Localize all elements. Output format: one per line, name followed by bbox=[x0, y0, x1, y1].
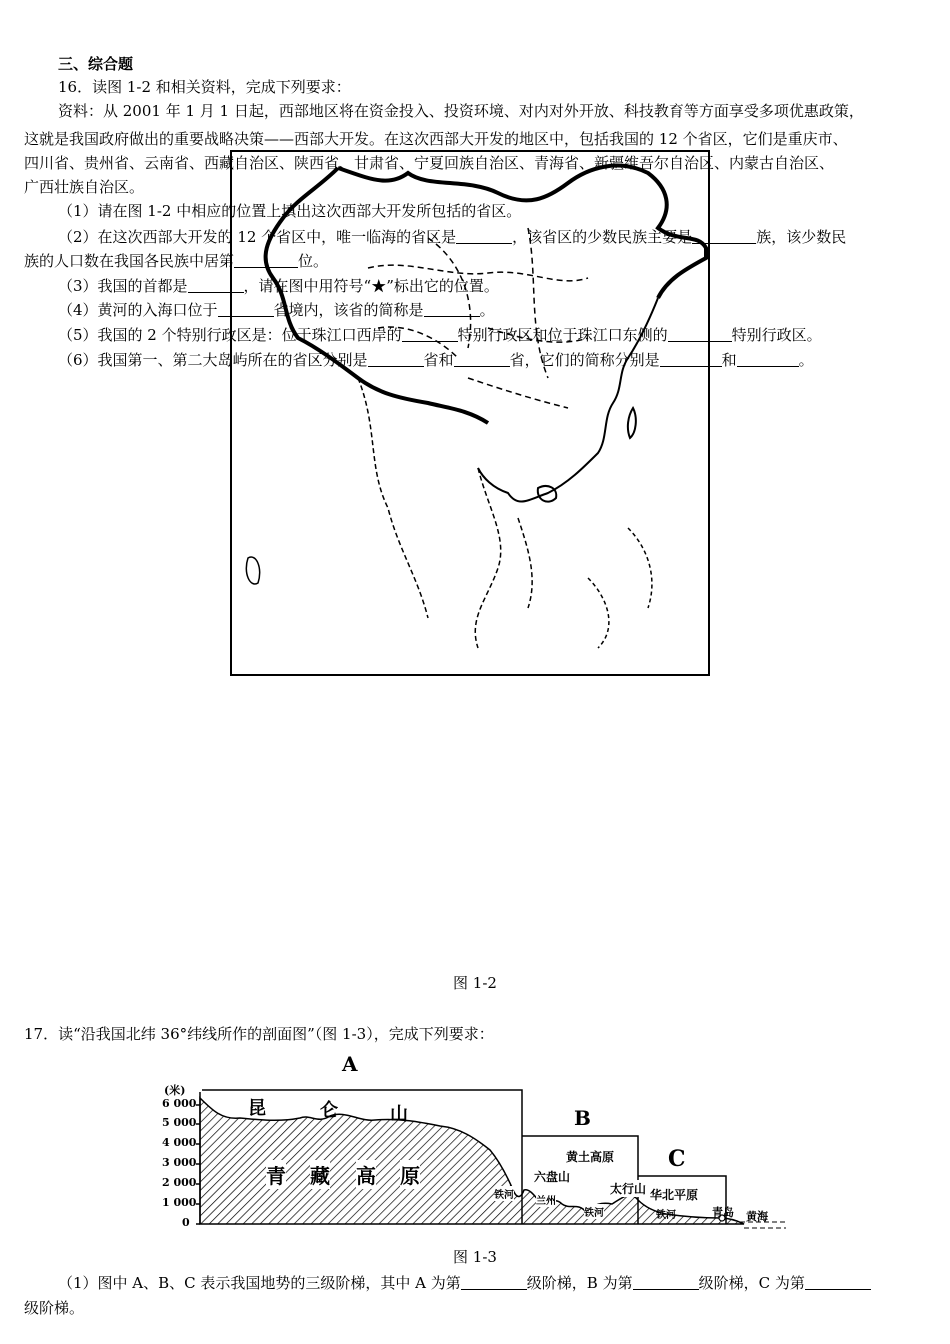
step-a-label: A bbox=[342, 1052, 358, 1076]
section-title: 三、综合题 bbox=[58, 55, 134, 73]
q16-sub2-cont bbox=[24, 251, 328, 271]
answer-blank[interactable] bbox=[633, 1275, 699, 1290]
answer-blank[interactable] bbox=[188, 278, 244, 293]
q16-sub3-text-b: ，请在图中用符号“★”标出它的位置。 bbox=[243, 277, 499, 295]
answer-blank[interactable] bbox=[454, 352, 510, 367]
q17-sub1-text-c: 级阶梯，C 为第 bbox=[698, 1274, 805, 1292]
q16-sub4-text-c: 。 bbox=[479, 301, 495, 319]
q16-sub6-text-d: 和 bbox=[721, 351, 737, 369]
kunlun-char: 山 bbox=[390, 1104, 408, 1125]
q16-sub1: （1）请在图 1-2 中相应的位置上填出这次西部大开发所包括的省区。 bbox=[58, 202, 522, 220]
huabei-plain-label: 华北平原 bbox=[650, 1188, 699, 1202]
liupan-mountain-label: 六盘山 bbox=[534, 1170, 571, 1184]
q16-sub2-text-d: 族的人口数在我国各民族中居第 bbox=[24, 252, 235, 270]
q16-sub6-text-e: 。 bbox=[798, 351, 814, 369]
answer-blank[interactable] bbox=[805, 1275, 871, 1290]
q16-sub5-text-c: 特别行政区。 bbox=[731, 326, 822, 344]
figure-1-3-caption: 图 1-3 bbox=[453, 1248, 497, 1266]
qingdao-label: 青岛 bbox=[712, 1206, 734, 1219]
city-label: 铁河 bbox=[656, 1210, 676, 1221]
y-tick-label: 4 000 bbox=[162, 1136, 197, 1149]
kunlun-char: 仑 bbox=[320, 1100, 338, 1121]
profile-unit-label: (米) bbox=[164, 1084, 186, 1097]
answer-blank[interactable] bbox=[692, 229, 756, 244]
q16-sub4 bbox=[58, 300, 495, 320]
q16-sub2-text-a: （2）在这次西部大开发的 12 个省区中，唯一临海的省区是 bbox=[58, 228, 457, 246]
y-tick-label: 0 bbox=[182, 1216, 190, 1229]
q16-material-3: 四川省、贵州省、云南省、西藏自治区、陕西省、甘肃省、宁夏回族自治区、青海省、新疆维吾尔自治区、内蒙古自治区、 bbox=[24, 154, 835, 172]
city-label: 兰州 bbox=[536, 1192, 556, 1207]
q16-sub2-text-b: ，该省区的少数民族主要是 bbox=[512, 228, 693, 246]
answer-blank[interactable] bbox=[737, 352, 799, 367]
answer-blank[interactable] bbox=[234, 253, 298, 268]
terrain-profile-drawing bbox=[160, 1052, 790, 1238]
kunlun-char: 昆 bbox=[248, 1098, 266, 1119]
q16-sub4-text-b: 省境内，该省的简称是 bbox=[273, 301, 424, 319]
q16-sub6-text-c: 省，它们的简称分别是 bbox=[509, 351, 660, 369]
q16-intro: 16．读图 1-2 和相关资料，完成下列要求： bbox=[58, 78, 351, 96]
qingzang-char: 高 bbox=[356, 1160, 376, 1189]
q16-sub2 bbox=[58, 227, 846, 247]
q16-sub2-text-c: 族，该少数民 bbox=[756, 228, 847, 246]
step-b-label: B bbox=[574, 1106, 591, 1130]
y-tick-label: 2 000 bbox=[162, 1176, 197, 1189]
terrain-profile-figure bbox=[160, 1052, 790, 1238]
figure-1-2-caption: 图 1-2 bbox=[453, 974, 497, 992]
q16-sub5-text-a: （5）我国的 2 个特别行政区是：位于珠江口西岸的 bbox=[58, 326, 402, 344]
q16-sub5 bbox=[58, 325, 822, 345]
q17-intro: 17．读“沿我国北纬 36°纬线所作的剖面图”（图 1-3），完成下列要求： bbox=[24, 1025, 494, 1043]
q16-material-1: 资料：从 2001 年 1 月 1 日起，西部地区将在资金投入、投资环境、对内对外开放、科技教育等方面享受多项优惠政策， bbox=[58, 102, 864, 120]
y-tick-label: 1 000 bbox=[162, 1196, 197, 1209]
city-label: 铁河 bbox=[494, 1186, 514, 1201]
q16-sub2-text-e: 位。 bbox=[298, 252, 329, 270]
y-tick-label: 6 000 bbox=[162, 1097, 197, 1110]
answer-blank[interactable] bbox=[402, 327, 458, 342]
answer-blank[interactable] bbox=[660, 352, 722, 367]
q16-material-4: 广西壮族自治区。 bbox=[24, 178, 145, 196]
city-label: 铁河 bbox=[584, 1204, 604, 1219]
q17-sub1-cont: 级阶梯。 bbox=[24, 1299, 85, 1317]
answer-blank[interactable] bbox=[456, 229, 512, 244]
qingzang-char: 原 bbox=[400, 1160, 420, 1189]
q17-sub1 bbox=[58, 1273, 871, 1293]
answer-blank[interactable] bbox=[218, 302, 274, 317]
q16-sub3 bbox=[58, 276, 499, 296]
step-c-label: C bbox=[668, 1146, 686, 1172]
q16-sub6-text-a: （6）我国第一、第二大岛屿所在的省区分别是 bbox=[58, 351, 368, 369]
q16-sub3-text-a: （3）我国的首都是 bbox=[58, 277, 188, 295]
q16-sub4-text-a: （4）黄河的入海口位于 bbox=[58, 301, 218, 319]
qingzang-char: 青 bbox=[266, 1160, 286, 1189]
q17-sub1-text-b: 级阶梯，B 为第 bbox=[526, 1274, 633, 1292]
q16-sub6-text-b: 省和 bbox=[423, 351, 454, 369]
y-tick-label: 5 000 bbox=[162, 1116, 197, 1129]
answer-blank[interactable] bbox=[461, 1275, 527, 1290]
taihang-mountain-label: 太行山 bbox=[610, 1182, 647, 1196]
q17-sub1-text-a: （1）图中 A、B、C 表示我国地势的三级阶梯，其中 A 为第 bbox=[58, 1274, 461, 1292]
answer-blank[interactable] bbox=[424, 302, 480, 317]
qingzang-char: 藏 bbox=[310, 1160, 330, 1189]
q16-sub6 bbox=[58, 350, 814, 370]
answer-blank[interactable] bbox=[368, 352, 424, 367]
q16-material-2: 这就是我国政府做出的重要战略决策——西部大开发。在这次西部大开发的地区中，包括我国的 12 个省区，它们是重庆市、 bbox=[24, 130, 848, 148]
y-tick-label: 3 000 bbox=[162, 1156, 197, 1169]
q16-sub5-text-b: 特别行政区和位于珠江口东侧的 bbox=[457, 326, 668, 344]
answer-blank[interactable] bbox=[668, 327, 732, 342]
huangtu-plateau-label: 黄土高原 bbox=[566, 1150, 615, 1164]
huanghai-label: 黄海 bbox=[746, 1210, 768, 1223]
